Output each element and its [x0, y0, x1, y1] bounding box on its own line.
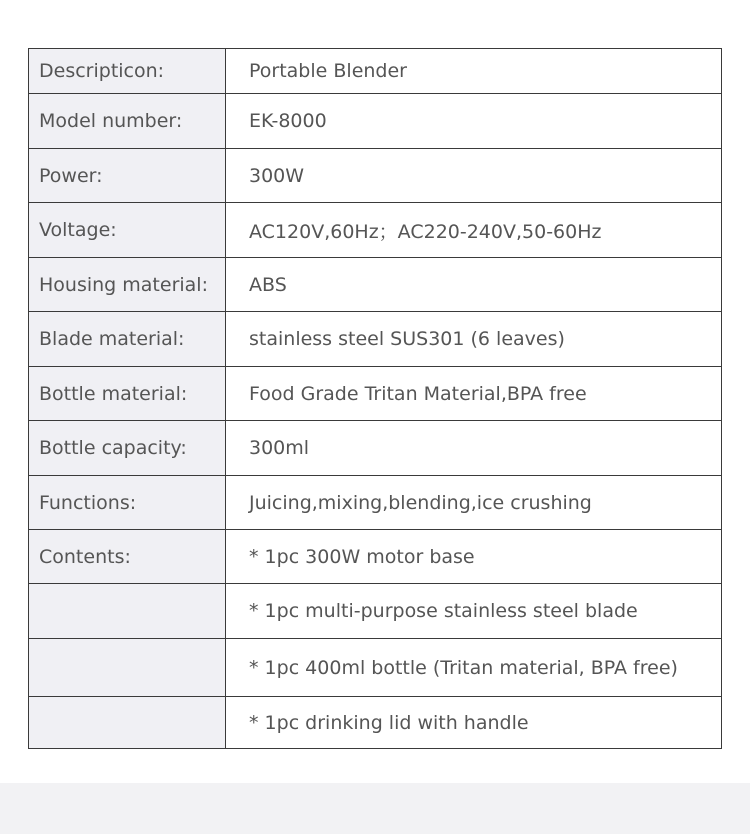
spec-row-voltage [29, 203, 722, 258]
spec-row-functions [29, 476, 722, 530]
spec-value: Juicing,mixing,blending,ice crushing [226, 476, 722, 530]
spec-label [29, 639, 226, 697]
spec-value: stainless steel SUS301 (6 leaves) [226, 312, 722, 367]
spec-value: * 1pc drinking lid with handle [226, 697, 722, 749]
spec-value: EK-8000 [226, 94, 722, 149]
spec-value: * 1pc 400ml bottle (Tritan material, BPA free) [226, 639, 722, 697]
spec-label [29, 697, 226, 749]
spec-row-bottle-capacity [29, 421, 722, 476]
spec-value: ABS [226, 258, 722, 312]
spec-label: Bottle capacity: [29, 421, 226, 476]
spec-row-description [29, 49, 722, 94]
spec-label: Voltage: [29, 203, 226, 258]
spec-row-power [29, 149, 722, 203]
spec-row-model-number [29, 94, 722, 149]
spec-row-contents-bottle [29, 639, 722, 697]
spec-row-contents [29, 530, 722, 584]
spec-label: Descripticon: [29, 49, 226, 94]
spec-value: Portable Blender [226, 49, 722, 94]
spec-value: AC120V,60Hz；AC220-240V,50-60Hz [226, 203, 722, 258]
spec-table [28, 48, 722, 749]
spec-label: Bottle material: [29, 367, 226, 421]
spec-label: Contents: [29, 530, 226, 584]
spec-label: Model number: [29, 94, 226, 149]
spec-row-bottle-material [29, 367, 722, 421]
spec-value: Food Grade Tritan Material,BPA free [226, 367, 722, 421]
spec-label: Power: [29, 149, 226, 203]
footer-band [0, 783, 750, 834]
spec-row-contents-blade [29, 584, 722, 639]
spec-value: 300ml [226, 421, 722, 476]
spec-label [29, 584, 226, 639]
spec-value: * 1pc multi-purpose stainless steel blade [226, 584, 722, 639]
spec-row-housing-material [29, 258, 722, 312]
spec-label: Housing material: [29, 258, 226, 312]
spec-label: Blade material: [29, 312, 226, 367]
spec-value: * 1pc 300W motor base [226, 530, 722, 584]
spec-label: Functions: [29, 476, 226, 530]
spec-row-contents-lid [29, 697, 722, 749]
spec-row-blade-material [29, 312, 722, 367]
spec-value: 300W [226, 149, 722, 203]
